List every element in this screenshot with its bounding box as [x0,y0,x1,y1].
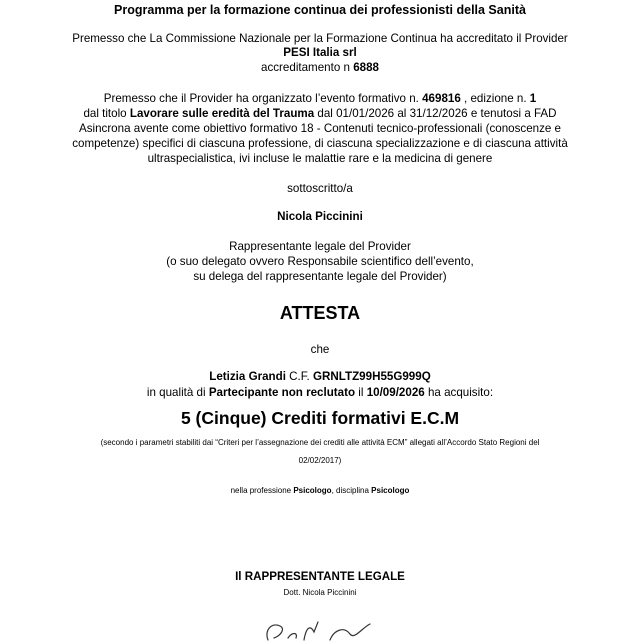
course-title: Lavorare sulle eredità del Trauma [129,107,315,120]
premise-text-2: , edizione n. [464,92,527,105]
undersigned-label: sottoscritto/a [287,182,353,195]
participant-name: Letizia Grandi [209,370,286,383]
signatory-role-2: (o suo delegato ovvero Responsabile scientifico dell’evento, [166,255,474,268]
accreditation-label: accreditamento n [261,61,350,74]
signatory-name: Nicola Piccinini [277,210,363,223]
fiscal-code: GRNLTZ99H55G999Q [313,370,431,383]
program-title: Programma per la formazione continua dei professionisti della Sanità [114,3,526,17]
premise-text-1: Premesso che il Provider ha organizzato l’evento formativo n. [103,92,419,105]
discipline-label: , disciplina [331,486,369,495]
objective-line-1: Asincrona avente come obiettivo formativo 18 - Contenuti tecnico-professionali (conoscenze e [78,122,562,135]
premise-line-2 [0,92,640,106]
provider-name: PESI Italia srl [283,46,357,59]
course-dates: dal 01/01/2026 al 31/12/2026 e tenutosi a FAD [317,107,557,120]
signatory-role-3: su delega del rappresentante legale del Provider) [193,270,447,283]
event-number: 469816 [422,92,461,105]
legal-rep-heading: Il RAPPRESENTANTE LEGALE [235,570,405,583]
course-line [0,107,640,121]
credits-title: 5 (Cinque) Crediti formativi E.C.M [180,408,460,428]
profession-label: nella professione [230,486,292,495]
edition-number: 1 [529,92,537,105]
accreditation-number: 6888 [353,61,379,74]
discipline-value: Psicologo [371,486,410,495]
che-label: che [310,343,330,356]
handwritten-signature [258,618,378,644]
premise-line-1: Premesso che La Commissione Nazionale per la Formazione Continua ha accreditato il Provider [72,32,568,45]
participation-date: 10/09/2026 [366,386,425,399]
cf-label: C.F. [289,370,310,383]
credits-note-2: 02/02/2017) [298,456,342,465]
participant-role: Partecipante non reclutato [208,386,356,399]
acquired-label: ha acquisito: [427,386,494,399]
objective-line-3: ultraspecialistica, ivi incluse le malattie rare e la medicina di genere [147,152,493,165]
credits-note-1: (secondo i parametri stabiliti dai “Criteri per l’assegnazione dei crediti alle attività ECM” allegati all’Accordo Stato Regioni del [100,438,540,447]
profession-value: Psicologo [293,486,332,495]
course-title-label: dal titolo [83,107,127,120]
participant-line [0,370,640,384]
participation-line [0,386,640,400]
objective-line-2: competenze) specifici di ciascuna professione, di ciascuna specializzazione e di ciascuna attività [72,137,568,150]
legal-rep-name: Dott. Nicola Piccinini [283,588,357,597]
signatory-role-1: Rappresentante legale del Provider [229,240,411,253]
quality-label: in qualità di [146,386,206,399]
date-label: il [358,386,364,399]
accreditation-line [0,61,640,75]
profession-line [0,486,640,496]
attest-heading: ATTESTA [279,303,361,323]
